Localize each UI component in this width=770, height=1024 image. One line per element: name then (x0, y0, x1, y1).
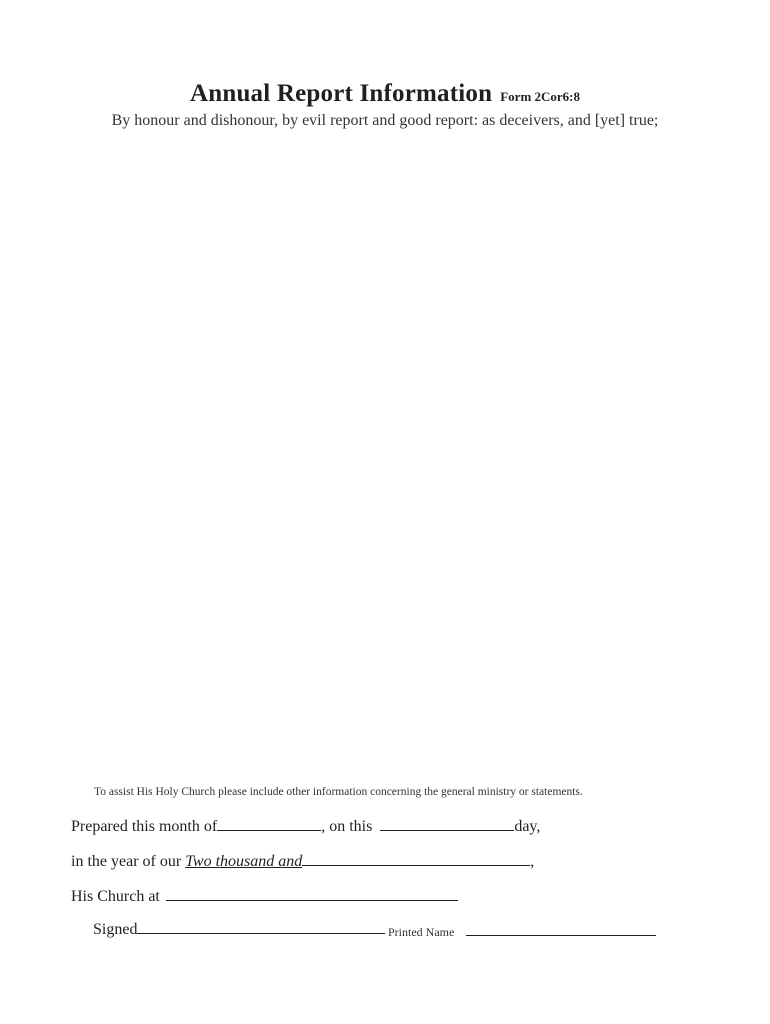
verse-subtitle: By honour and dishonour, by evil report and good report: as deceivers, and [yet] true; (111, 112, 659, 129)
church-field[interactable] (166, 886, 458, 901)
form-header (0, 80, 770, 108)
on-this-label: , on this (321, 818, 373, 835)
printed-name-label: Printed Name (388, 925, 455, 939)
year-field[interactable] (302, 851, 530, 866)
form-number: Form 2Cor6:8 (500, 89, 581, 104)
signature-field[interactable] (137, 919, 385, 934)
prepared-line (71, 816, 540, 836)
printed-name-group (388, 921, 656, 941)
page-title: Annual Report Information (189, 80, 493, 107)
day-label: day, (514, 818, 541, 835)
instruction-note: To assist His Holy Church please include other information concerning the general ministry or statements. (94, 786, 583, 798)
year-label: in the year of our (71, 853, 182, 870)
report-body-area[interactable] (90, 150, 690, 770)
year-prefix: Two thousand and (185, 853, 303, 870)
day-field[interactable] (380, 816, 514, 831)
prepared-label: Prepared this month of (71, 818, 218, 835)
year-line (71, 851, 534, 871)
year-comma: , (530, 853, 535, 870)
signed-label: Signed (93, 921, 138, 938)
printed-name-field[interactable] (466, 921, 656, 936)
church-label: His Church at (71, 888, 160, 905)
month-field[interactable] (217, 816, 321, 831)
church-line (71, 886, 458, 906)
signature-line (93, 919, 385, 939)
